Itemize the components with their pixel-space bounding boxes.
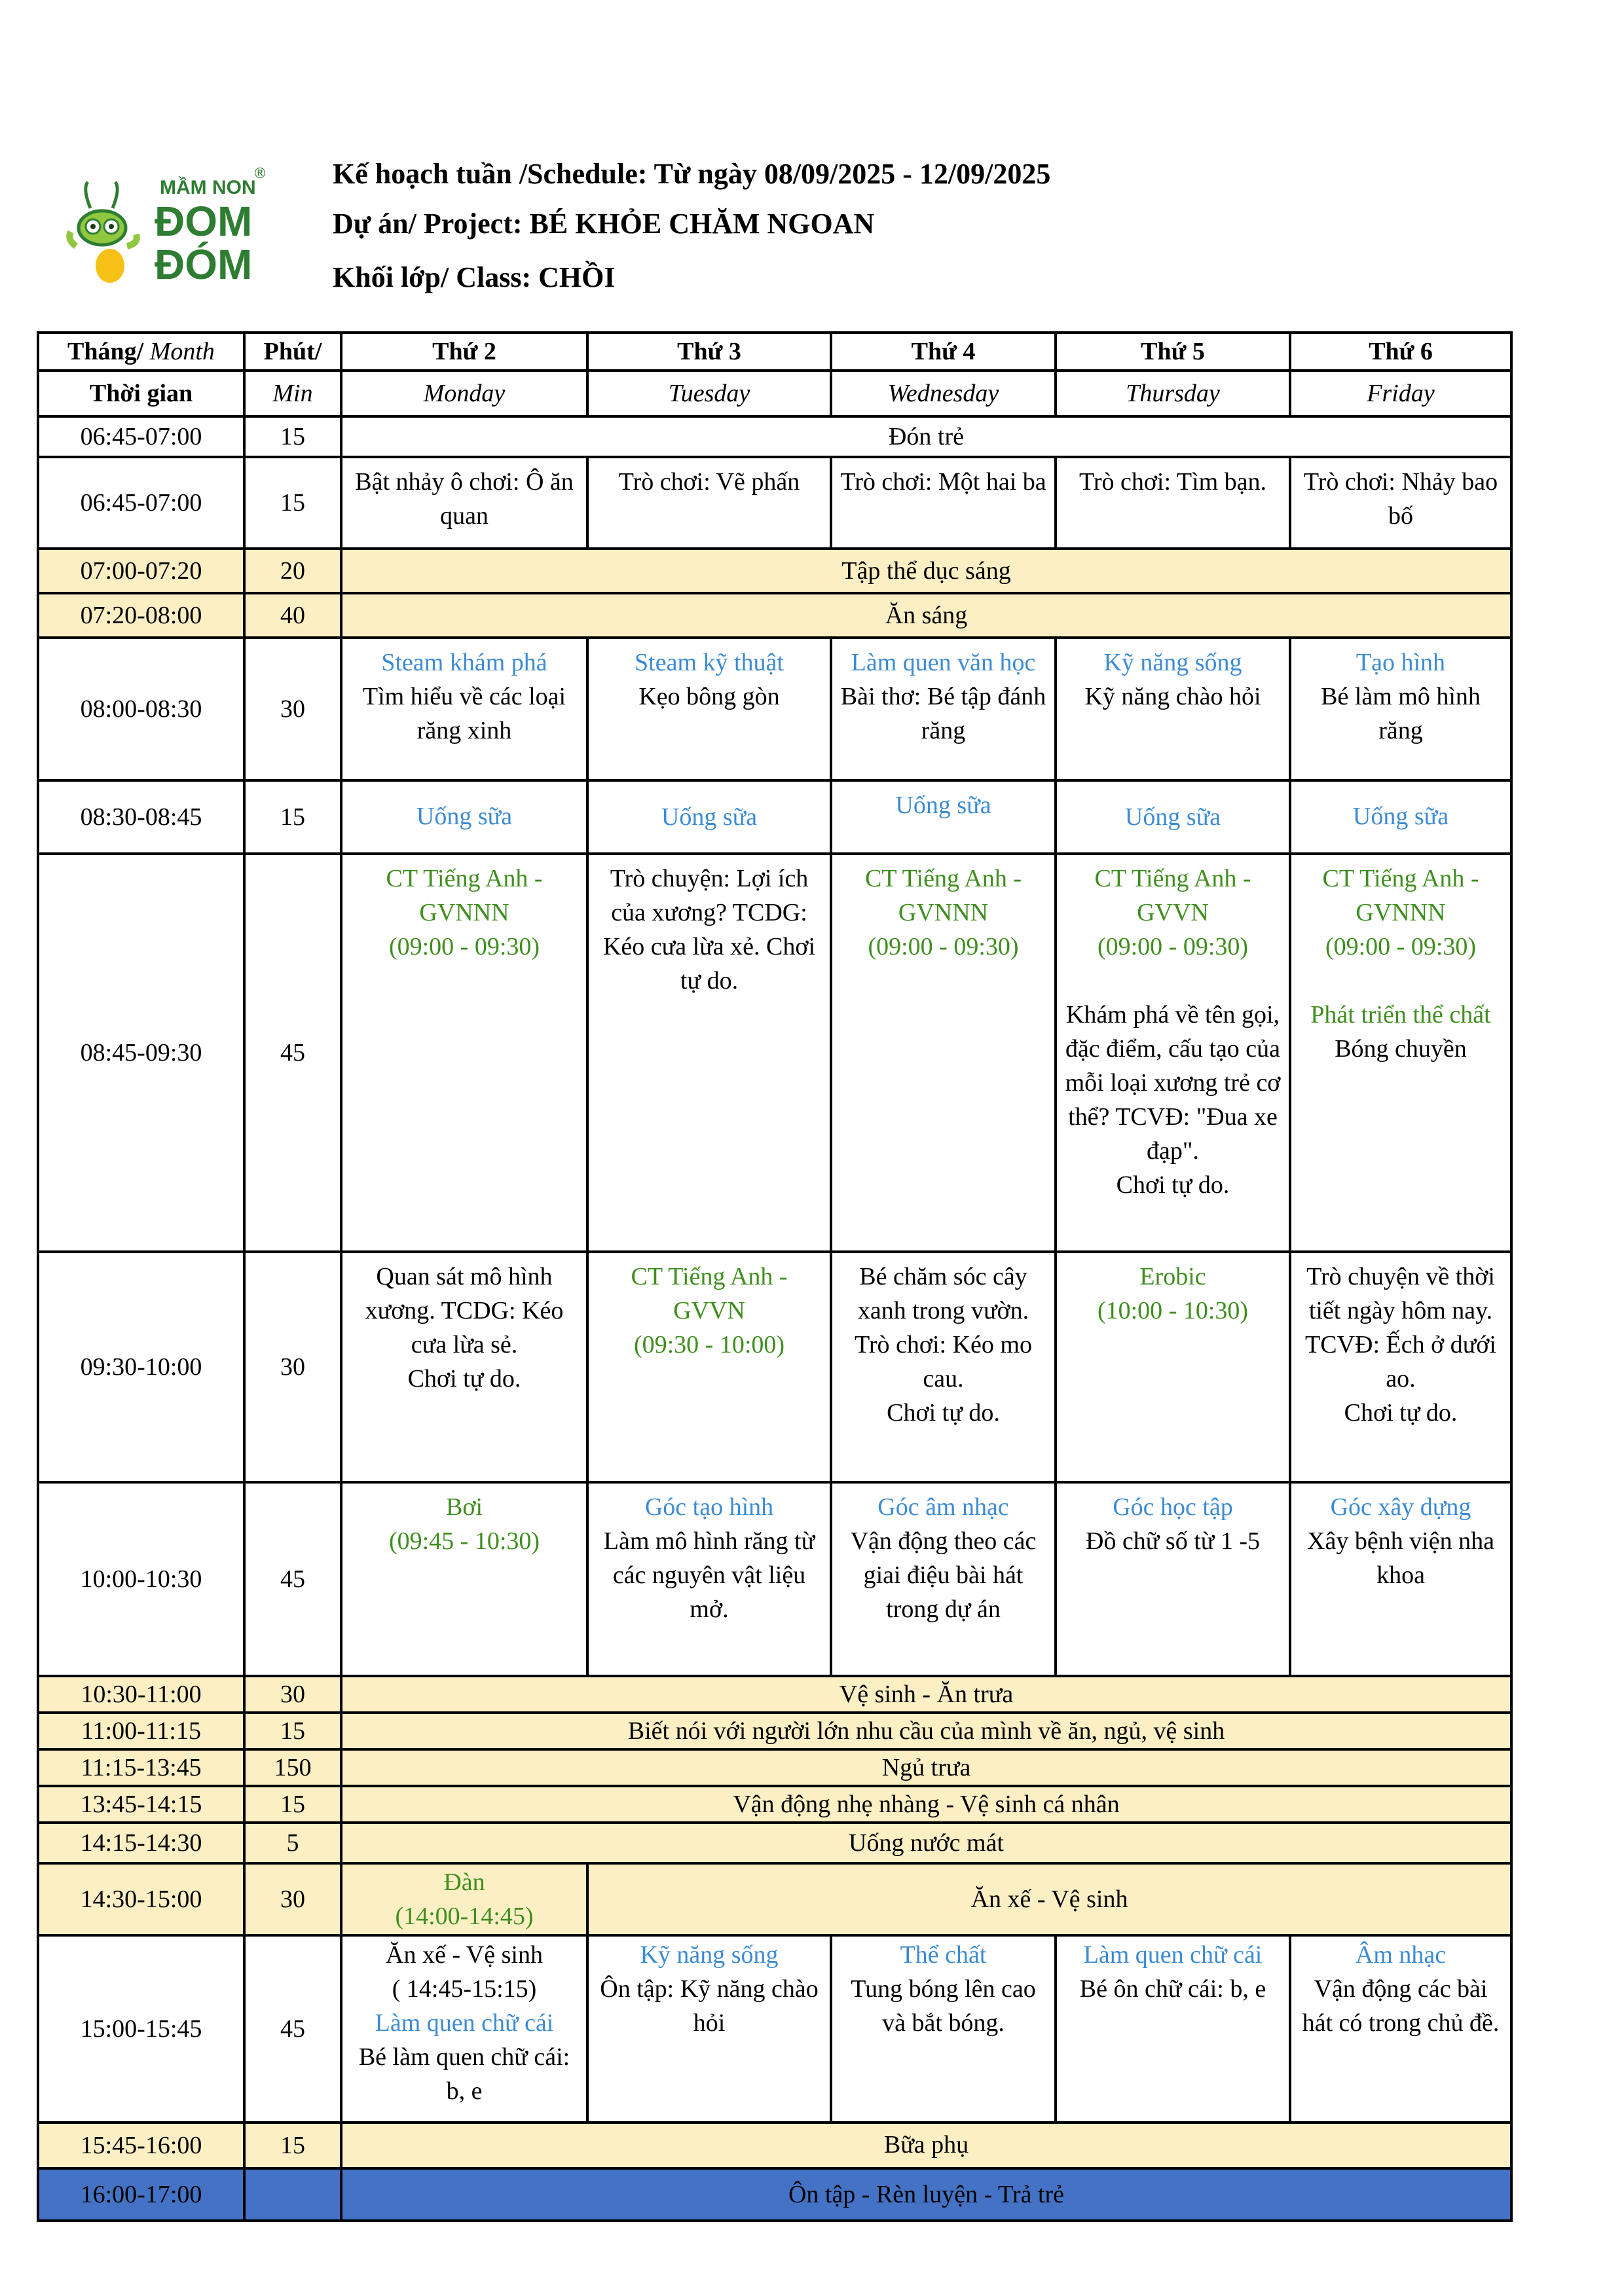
activity-text: Bài thơ: Bé tập đánh răng xyxy=(840,683,1046,744)
activity-cell: Ôn tập - Rèn luyện - Trả trẻ xyxy=(341,2168,1511,2221)
activity-cell: Bé chăm sóc cây xanh trong vườn. Trò chơi: Kéo mo cau. Chơi tự do. xyxy=(831,1252,1056,1482)
activity-cell: Trò chuyện: Lợi ích của xương? TCDG: Kéo cưa lừa xẻ. Chơi tự do. xyxy=(587,854,831,1252)
min-cell: 40 xyxy=(244,593,341,638)
school-logo xyxy=(63,162,272,293)
activity-cell xyxy=(341,638,587,780)
schedule-title: Kế hoạch tuần /Schedule: Từ ngày 08/09/2025 - 12/09/2025 xyxy=(333,158,1051,190)
table-row xyxy=(38,457,1511,549)
activity-cell xyxy=(1290,638,1511,780)
activity-cell: Đón trẻ xyxy=(341,416,1511,457)
activity-text: Tìm hiểu về các loại răng xinh xyxy=(362,683,566,744)
min-cell: 45 xyxy=(244,1935,341,2123)
activity-cell: Uống sữa xyxy=(587,780,831,854)
table-row xyxy=(38,416,1511,457)
min-cell: 30 xyxy=(244,1863,341,1935)
activity-cell: Vận động nhẹ nhàng - Vệ sinh cá nhân xyxy=(341,1786,1511,1823)
min-cell: 30 xyxy=(244,1252,341,1482)
time-cell: 06:45-07:00 xyxy=(38,457,244,549)
time-cell: 11:00-11:15 xyxy=(38,1713,244,1749)
time-cell: 15:45-16:00 xyxy=(38,2123,244,2168)
activity-cell: Góc xây dựng Xây bệnh viện nha khoa xyxy=(1290,1482,1511,1676)
table-row xyxy=(38,854,1511,1252)
activity-category: Làm quen văn học xyxy=(851,649,1036,676)
activity-cell: CT Tiếng Anh - GVNNN (09:00 - 09:30) Phát triển thể chất Bóng chuyền xyxy=(1290,854,1511,1252)
activity-category: Steam kỹ thuật xyxy=(635,649,784,676)
activity-text: Bé làm mô hình răng xyxy=(1321,683,1481,744)
activity-cell: Trò chơi: Một hai ba xyxy=(831,457,1056,549)
activity-cell: Bơi (09:45 - 10:30) xyxy=(341,1482,587,1676)
logo-registered: ® xyxy=(253,166,267,182)
activity-cell: Uống sữa xyxy=(341,780,587,854)
activity-cell: Ăn xế - Vệ sinh ( 14:45-15:15) Làm quen chữ cái Bé làm quen chữ cái: b, e xyxy=(341,1935,587,2123)
activity-cell: Bữa phụ xyxy=(341,2123,1511,2168)
activity-cell: Đàn (14:00-14:45) xyxy=(341,1863,587,1935)
day-header-en: Friday xyxy=(1290,371,1511,416)
min-cell: 30 xyxy=(244,1676,341,1713)
class-title: Khối lớp/ Class: CHỒI xyxy=(333,261,616,293)
table-row xyxy=(38,1482,1511,1676)
min-cell: 30 xyxy=(244,638,341,780)
activity-category: Tạo hình xyxy=(1356,649,1446,676)
day-header: Thứ 6 xyxy=(1290,333,1511,371)
min-cell: 15 xyxy=(244,1786,341,1823)
day-header: Thứ 2 xyxy=(341,333,587,371)
activity-cell: Làm quen chữ cái Bé ôn chữ cái: b, e xyxy=(1056,1935,1290,2123)
table-row xyxy=(38,1713,1511,1749)
time-cell: 10:30-11:00 xyxy=(38,1676,244,1713)
time-cell: 08:30-08:45 xyxy=(38,780,244,854)
activity-cell: Vệ sinh - Ăn trưa xyxy=(341,1676,1511,1713)
day-header: Thứ 5 xyxy=(1056,333,1290,371)
activity-cell: Trò chơi: Tìm bạn. xyxy=(1056,457,1290,549)
activity-cell: CT Tiếng Anh - GVVN (09:30 - 10:00) xyxy=(587,1252,831,1482)
header-row-2 xyxy=(38,371,1511,416)
min-cell: 150 xyxy=(244,1749,341,1786)
activity-cell: Erobic (10:00 - 10:30) xyxy=(1056,1252,1290,1482)
min-cell: 45 xyxy=(244,1482,341,1676)
day-header-en: Thursday xyxy=(1056,371,1290,416)
activity-cell: Trò chuyện về thời tiết ngày hôm nay. TCVĐ: Ếch ở dưới ao. Chơi tự do. xyxy=(1290,1252,1511,1482)
activity-cell: Ăn sáng xyxy=(341,593,1511,638)
activity-text: Kỹ năng chào hỏi xyxy=(1084,683,1261,710)
time-cell: 08:00-08:30 xyxy=(38,638,244,780)
logo-text-top: MẦM NON xyxy=(160,177,256,198)
month-header: Tháng/ Month xyxy=(38,333,244,371)
table-row xyxy=(38,1935,1511,2123)
firefly-mascot-icon xyxy=(69,182,137,283)
table-row xyxy=(38,1823,1511,1863)
time-cell: 08:45-09:30 xyxy=(38,854,244,1252)
activity-cell: Trò chơi: Nhảy bao bố xyxy=(1290,457,1511,549)
min-cell: 20 xyxy=(244,549,341,593)
time-header: Thời gian xyxy=(38,371,244,416)
time-cell: 10:00-10:30 xyxy=(38,1482,244,1676)
min-cell: 45 xyxy=(244,854,341,1252)
activity-cell xyxy=(1056,638,1290,780)
min-cell: 15 xyxy=(244,457,341,549)
activity-text: Kẹo bông gòn xyxy=(638,683,780,710)
min-header: Phút/ xyxy=(244,333,341,371)
time-cell: 06:45-07:00 xyxy=(38,416,244,457)
time-cell: 07:20-08:00 xyxy=(38,593,244,638)
time-cell: 09:30-10:00 xyxy=(38,1252,244,1482)
table-row xyxy=(38,780,1511,854)
activity-cell: Thể chất Tung bóng lên cao và bắt bóng. xyxy=(831,1935,1056,2123)
table-row xyxy=(38,593,1511,638)
time-cell: 16:00-17:00 xyxy=(38,2168,244,2221)
activity-cell: Kỹ năng sống Ôn tập: Kỹ năng chào hỏi xyxy=(587,1935,831,2123)
activity-cell: CT Tiếng Anh - GVVN (09:00 - 09:30) Khám phá về tên gọi, đặc điểm, cấu tạo của mỗi loại xương trẻ cơ thể? TCVĐ: "Đua xe đạp". Chơi tự do. xyxy=(1056,854,1290,1252)
min-cell xyxy=(244,2168,341,2221)
table-row xyxy=(38,1863,1511,1935)
min-cell: 5 xyxy=(244,1823,341,1863)
day-header-en: Tuesday xyxy=(587,371,831,416)
min-cell: 15 xyxy=(244,1713,341,1749)
day-header-en: Wednesday xyxy=(831,371,1056,416)
activity-cell: Ngủ trưa xyxy=(341,1749,1511,1786)
activity-cell: Biết nói với người lớn nhu cầu của mình về ăn, ngủ, vệ sinh xyxy=(341,1713,1511,1749)
time-cell: 15:00-15:45 xyxy=(38,1935,244,2123)
table-row xyxy=(38,1749,1511,1786)
table-row xyxy=(38,1676,1511,1713)
table-row xyxy=(38,2123,1511,2168)
activity-cell: Uống nước mát xyxy=(341,1823,1511,1863)
weekly-schedule-table xyxy=(37,331,1513,2222)
activity-cell: Góc âm nhạc Vận động theo các giai điệu bài hát trong dự án xyxy=(831,1482,1056,1676)
activity-cell: Ăn xế - Vệ sinh xyxy=(587,1863,1511,1935)
time-cell: 11:15-13:45 xyxy=(38,1749,244,1786)
activity-cell: CT Tiếng Anh - GVNNN (09:00 - 09:30) xyxy=(831,854,1056,1252)
table-row xyxy=(38,549,1511,593)
activity-cell: Âm nhạc Vận động các bài hát có trong chủ đề. xyxy=(1290,1935,1511,2123)
activity-cell: Bật nhảy ô chơi: Ô ăn quan xyxy=(341,457,587,549)
logo-text-bot: ĐÓM xyxy=(155,241,253,288)
activity-cell: Quan sát mô hình xương. TCDG: Kéo cưa lừa sẻ. Chơi tự do. xyxy=(341,1252,587,1482)
time-cell: 14:30-15:00 xyxy=(38,1863,244,1935)
activity-cell: Uống sữa xyxy=(1290,780,1511,854)
activity-cell: Góc học tập Đồ chữ số từ 1 -5 xyxy=(1056,1482,1290,1676)
table-row xyxy=(38,1252,1511,1482)
project-title: Dự án/ Project: BÉ KHỎE CHĂM NGOAN xyxy=(333,208,875,240)
table-row xyxy=(38,2168,1511,2221)
logo-text-mid: ĐOM xyxy=(155,198,253,245)
table-row xyxy=(38,1786,1511,1823)
activity-cell: Uống sữa xyxy=(831,780,1056,854)
time-cell: 07:00-07:20 xyxy=(38,549,244,593)
table-row xyxy=(38,638,1511,780)
header-row-1 xyxy=(38,333,1511,371)
day-header-en: Monday xyxy=(341,371,587,416)
activity-cell: CT Tiếng Anh - GVNNN (09:00 - 09:30) xyxy=(341,854,587,1252)
day-header: Thứ 3 xyxy=(587,333,831,371)
activity-cell: Góc tạo hình Làm mô hình răng từ các nguyên vật liệu mở. xyxy=(587,1482,831,1676)
activity-category: Steam khám phá xyxy=(381,649,547,676)
min-cell: 15 xyxy=(244,2123,341,2168)
activity-category: Kỹ năng sống xyxy=(1103,649,1242,676)
activity-cell: Trò chơi: Vẽ phấn xyxy=(587,457,831,549)
time-cell: 14:15-14:30 xyxy=(38,1823,244,1863)
activity-cell: Tập thể dục sáng xyxy=(341,549,1511,593)
activity-cell xyxy=(831,638,1056,780)
min-header-en: Min xyxy=(244,371,341,416)
activity-cell xyxy=(587,638,831,780)
day-header: Thứ 4 xyxy=(831,333,1056,371)
min-cell: 15 xyxy=(244,780,341,854)
min-cell: 15 xyxy=(244,416,341,457)
time-cell: 13:45-14:15 xyxy=(38,1786,244,1823)
activity-cell: Uống sữa xyxy=(1056,780,1290,854)
